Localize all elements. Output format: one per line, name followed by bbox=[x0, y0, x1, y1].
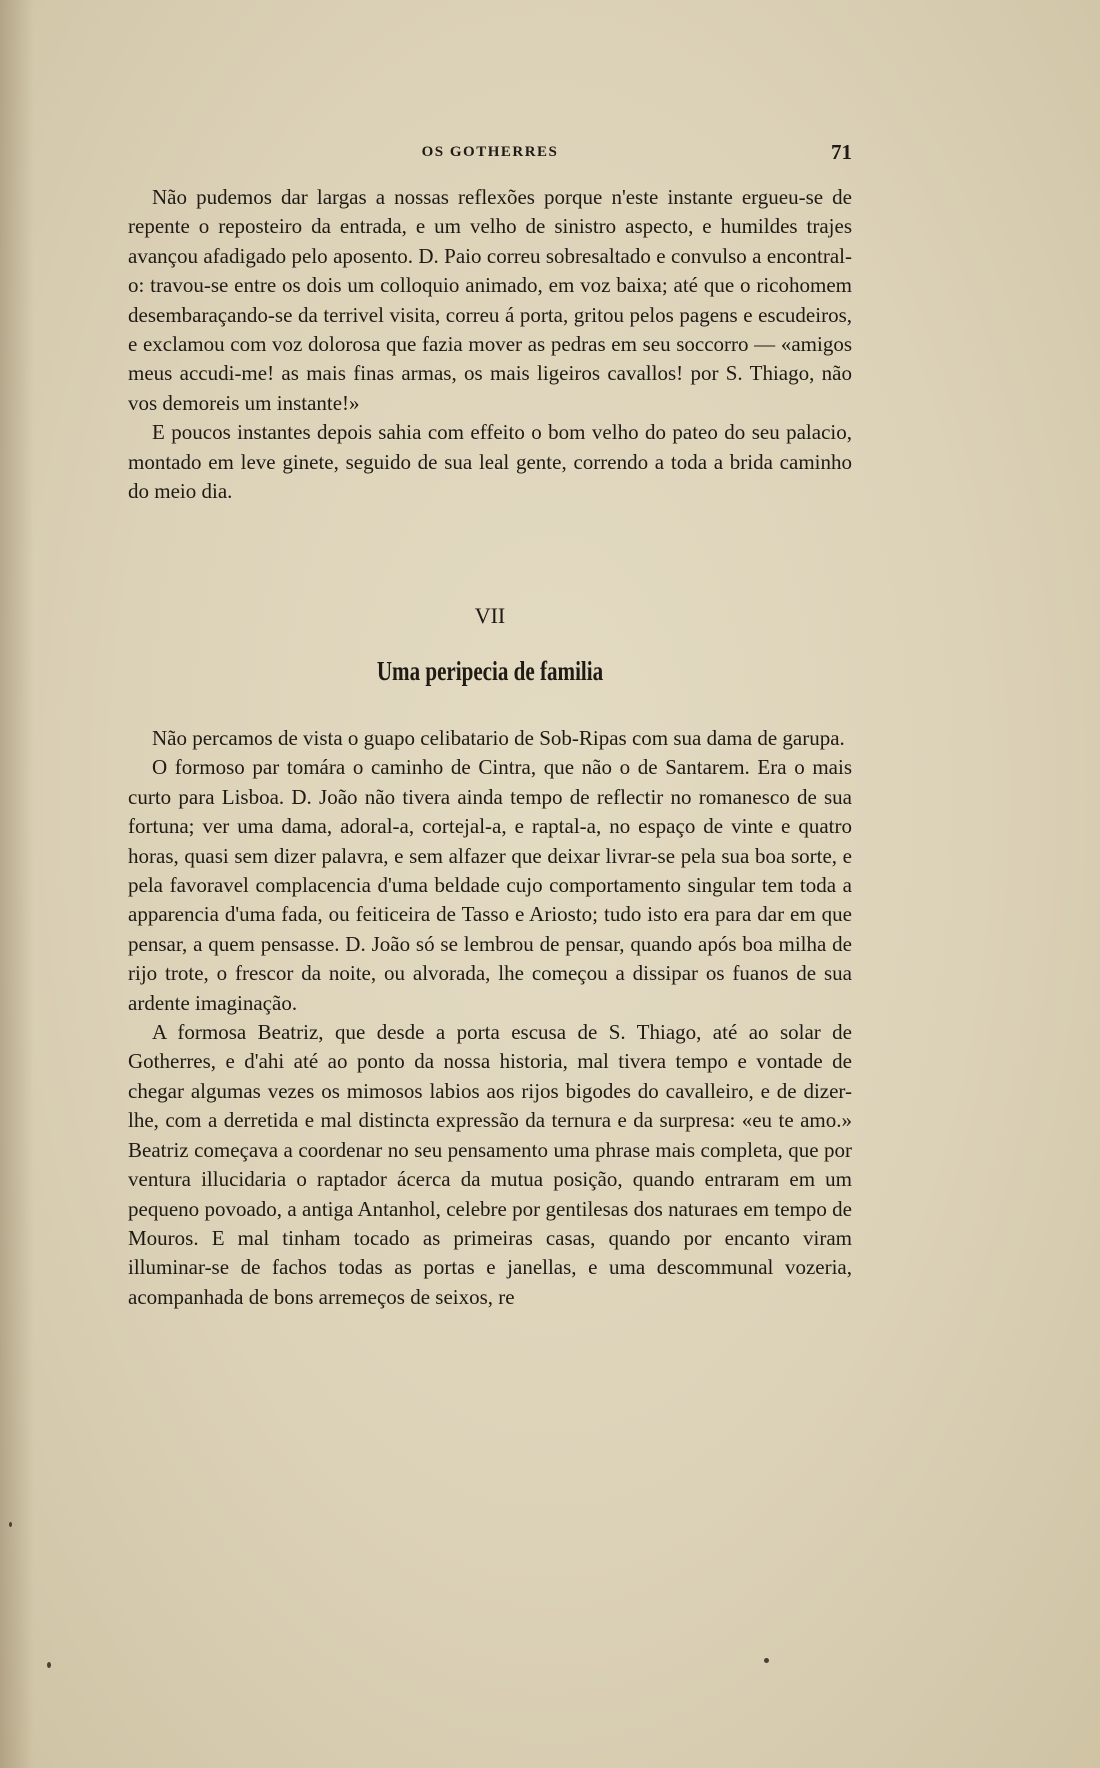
page-number: 71 bbox=[831, 140, 852, 164]
paragraph: Não percamos de vista o guapo celibatario de Sob-Ripas com sua dama de garupa. bbox=[152, 726, 845, 750]
paper-speck bbox=[764, 1658, 769, 1663]
paragraph: O formoso par tomára o caminho de Cintra, que não o de Santarem. Era o mais curto para Lisboa. D. João não tivera ainda tempo de reflectir no romanesco de sua fortuna; ver uma dama, adoral-a, cortejal-a, e raptal-a, no espaço de vinte e quatro horas, quasi sem dizer palavra, e sem alfazer que deixar livrar-se pela sua boa sorte, e pela favoravel complacencia d'uma beldade cujo comportamento singular tem toda a apparencia d'uma fada, ou feiticeira de Tasso e Ariosto; tudo isto era para dar em que pensar, a quem pensasse. D. João só se lembrou de pensar, quando após boa milha de rijo trote, o frescor da noite, ou alvorada, lhe começou a dissipar os fuanos de sua ardente imaginação. bbox=[128, 755, 852, 1015]
running-head: OS GOTHERRES bbox=[421, 144, 559, 160]
text-block-bottom bbox=[128, 724, 852, 1312]
page-header bbox=[128, 140, 852, 170]
chapter-number: VII bbox=[474, 603, 506, 628]
text-block-top bbox=[128, 183, 852, 506]
paragraph: E poucos instantes depois sahia com effeito o bom velho do pateo do seu palacio, montado em leve ginete, seguido de sua leal gente, correndo a toda a brida caminho do meio dia. bbox=[128, 420, 852, 504]
paragraph: Não pudemos dar largas a nossas reflexões porque n'este instante ergueu-se de repente o reposteiro da entrada, e um velho de sinistro aspecto, e humildes trajes avançou afadigado pelo aposento. D. Paio correu sobresaltado e convulso a encontral-o: travou-se entre os dois um colloquio animado, em voz baixa; até que o ricohomem desembaraçando-se da terrivel visita, correu á porta, gritou pelos pagens e escudeiros, e exclamou com voz dolorosa que fazia mover as pedras em seu soccorro — «amigos meus accudi-me! as mais finas armas, os mais ligeiros cavallos! por S. Thiago, não vos demoreis um instante!» bbox=[128, 185, 852, 415]
chapter-title: Uma peripecia de familia bbox=[376, 656, 604, 686]
page-gutter-shadow bbox=[0, 0, 34, 1768]
paper-speck bbox=[9, 1522, 12, 1527]
paragraph: A formosa Beatriz, que desde a porta escusa de S. Thiago, até ao solar de Gotherres, e d'ahi até ao ponto da nossa historia, mal tivera tempo e vontade de chegar algumas vezes os mimosos labios aos rijos bigodes do cavalleiro, e de dizer-lhe, com a derretida e mal distincta expressão da ternura e da surpresa: «eu te amo.» Beatriz começava a coordenar no seu pensamento uma phrase mais completa, que por ventura illucidaria o raptador ácerca da mutua posição, quando entraram em um pequeno povoado, a antiga Antanhol, celebre por gentilesas dos naturaes em tempo de Mouros. E mal tinham tocado as primeiras casas, quando por encanto viram illuminar-se de fachos todas as portas e janellas, e uma descommunal vozeria, acompanhada de bons arremeços de seixos, re bbox=[128, 1020, 852, 1309]
paper-speck bbox=[47, 1662, 51, 1668]
